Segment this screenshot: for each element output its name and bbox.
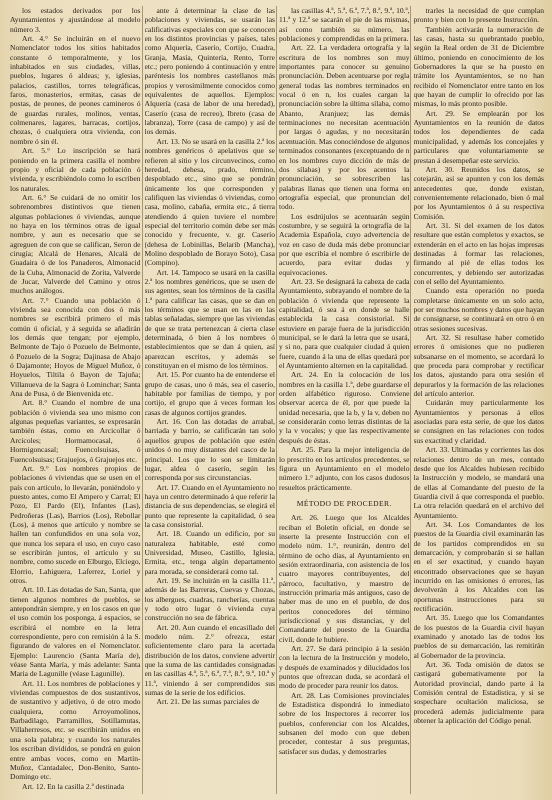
paragraph: Art. 23. Se designará la cabeza de cada Ayuntamiento, subrayando el nombre de la población ó vivienda que represente la capitalidad, ó sea á en donde se halle establecida la casa consistorial. Si estuviere en paraje fuera de la jurisdicción municipal, se le dará la letra que se usará, y si no, para que cualquier ciudad á quien fuere, cuando á la una de ellas quedará por el Ayuntamiento alternen en la capitalidad.: [279, 276, 410, 371]
paragraph: Cuidarán muy particularmente los Ayuntamientos y personas á ellos asociadas para esta serie, de que los datos se consignen en las relaciones con todos sus exactitud y claridad.: [413, 398, 544, 445]
paragraph: ante á determinar la clase de las poblaciones y viviendas, se usarán las calificativas especiales con que se conocen en los distintos provincias y países, tales como Alquería, Caserío, Cortijo, Cuadra, Granja, Masía, Quintería, Rento, Torre etc.; pero poniendo á continuación y entre paréntesis los nombres castellanos más propios y verosímilmente conocidos como equivalentes de aquellos. Ejemplos: Alquería (casa de labor de una heredad), Caserío (casa de recreo), Ibreto (casa de labranza), Torre (casa de campo) y así de los demás.: [144, 6, 275, 137]
paragraph: Art. 11. Los nombres de poblaciones y viviendas compuestos de dos sustantivos, de sustantivo y adjetivo, ó de otro modo cualquiera, como Arroyomolinos, Barbadilago, Parramillos, Sotillamutas, Villaherresos, etc. se escribirán unidos en una sola palabra; y cuando los naturales los escriban divididos, se pondrá en guion entre ambas voces, como en Martín-Muñoz, Cantadalec, Don-Benito, Santo-Domingo etc.: [10, 678, 141, 782]
paragraph: Art. 32. Si resultase haber cometido errores ú omisiones que no pudieren subsanarse en el momento, se acordará lo que proceda para comprobar y rectificar los datos, ajustando para otra sesión el depurarlos y la formación de las relaciones del artículo anterior.: [413, 333, 544, 399]
paragraph: Los esdrújulos se acentuarán según costumbre, y se seguirá la ortografía de la Academia Española, cuyo advertencia de voz en caso de duda más debe pronunciar por que escribía el nombre ó escribirle de acuerdo, para evitar dudas y equivocaciones.: [279, 211, 410, 277]
text-column-4: [414, 6, 545, 796]
paragraph: Cuando esta operación no pueda completarse únicamente en un solo acto, por ser muchos nombres y datos que hayan de consignarse, se continuará en otro ó en otras sesiones sucesivas.: [413, 286, 544, 333]
paragraph: Art. 10. Las dotadas de San, Santa, que tienen algunos nombres de pueblos, se antepondrán siempre, y en los casos en que el uso común los posponga, á espacios, se escribirá el nombre en la letra correspondiente, pero con remisión á la S. figurando de valores en el Nomenclator. Ejemplo: Laurencio (Santa María de), véase Santa María, y más adelante: Santa Maria de Lagunille (véase Lagunille).: [10, 585, 141, 679]
paragraph: Art. 9.° Los nombres propios de poblaciones ó viviendas que se usen en el país con artículo, lo llevarán, poniéndolo y puesto antes, como El Ampero y Carral; El Pozo, El Pardo (El), Infantes (Las), Pedroñeras (Las), Barrios (Los), Rebollar (Los), á menos que artículo y nombre se hallen tan confundidos en una sola voz, que nunca los separa el uso, en cuyo caso se escribirán juntos, el artículo y su nombre, como sucede en Elburgo, Elciego, Elorrio, Lahiguera, Laferrez, Loriel y otros.: [10, 463, 141, 585]
text-column-1: [10, 6, 141, 796]
paragraph: Art. 15. Por cuanto ha de entenderse el grupo de casas, uno ó más, sea el caserío, habitable por familias de tiempo, y por cortijo, el grupo que á veces forman los casas de algunos cortijos grandes.: [144, 370, 275, 417]
paragraph: Art. 29. Se emplearán por los Ayuntamientos en la reunión de datos todos los dependientes de cada municipalidad, y además los concejales y particulares que voluntariamente se prestan á desempeñar este servicio.: [413, 108, 544, 165]
paragraph: Art. 19. Se incluirán en la casilla 11.ª, además de las Barreras, Cuevas y Chozas, los albergues, cuadras, rancherías, cuentas y todo otro lugar ó vivienda cuya construcción no sea de fábrica.: [144, 575, 275, 623]
paragraph: Art. 4.° Se incluirán en el nuevo Nomenclator todos los sitios habitados constante ó temporalmente, y los inhabitados en sus ciudades, villas, pueblos, lugares ó aldeas; y, iglesias, palacios, castillos, torres telegráficas, faros, monasterios, ermitas, casas de postas, de peones, de peones camineros ó de guardas rurales, molinos, ventas, colmenares, lagares, barracas, cortijos, chozas, ó cualquiera otra vivienda, con nombre ó sin él.: [10, 34, 141, 146]
paragraph: Art. 34. Los Comandantes de los puestos de la Guardia civil examinarán las de los partidos comprendidos en su demarcación, y comprobarán si se hallan en el ser exactitud, y cuando hayan encontrado observaciones que se hayan incurrido en las omisiones ó errores, las devolverán á los Alcaldes con las oportunas instrucciones para su rectificación.: [413, 519, 544, 613]
paragraph: Art. 31. Si del examen de los datos resultare que están completos y exactos, se extenderán en el acto en las hojas impresas destinadas á formar las relaciones, firmando al pié de ellas todos los concurrentes, y debiendo ser autorizadas con el sello del Ayuntamiento.: [413, 220, 544, 286]
paragraph: Art. 18. Cuando un edificio, por su naturaleza habitable, esté como Universidad, Museo, Castillo, Iglesia, Ermita, etc., tenga algún departamento para morada, se considerará como tal.: [144, 529, 275, 576]
paragraph: Art. 33. Ultimadas y corrientes las dos relaciones dentro de un mes, contado desde que los Alcaldes hubiesen recibido la Instrucción y modelo, se mandará una de ellas al Comandante del puesto de la Guardia civil á que corresponda el pueblo. La otra relación quedará en el archivo del Ayuntamiento.: [413, 445, 544, 520]
paragraph: Art. 28. Las Comisiones provinciales de Estadística dispondrá lo inmediato sobre de los Inspectores á recorrer los pueblos, conferenciar con los Alcaldes, subsanen del modo con que deben proceder, contestar á sus preguntas, satisfacer sus dudas, y demostrarles: [279, 690, 410, 756]
paragraph: Art. 14. Tampoco se usará en la casilla 2.ª los nombres genéricos, que se usen de sus agentes, sean los términos de la casilla 1.ª para calificar las casas, que se dan en los términos que se usan en las en las tablas señaladas, siempre que las viviendas de que se trata pertenezcan á cierta clase determinada, ó bien á los nombres ó establecimientos que se dan á quien, así aparezcan escritos, y además se constituyan en el mismo de los términos.: [144, 267, 275, 371]
paragraph: los estados derivados por los Ayuntamientos y ajustándose al modelo número 3.: [10, 6, 141, 34]
paragraph: Art. 17. Cuando en el Ayuntamiento no haya un centro determinado á que referir la distancia de sus dependencias, se elegirá el punto que represente la capitalidad, ó sea la casa consistorial.: [144, 482, 275, 529]
paragraph: Art. 21. De las sumas parciales de: [156, 697, 260, 707]
paragraph: Art. 35. Luego que los Comandantes de los puestos de la Guardia civil hayan examinado y anotado las de todos los pueblos de su demarcación, las remitirán al Gobernador de la provincia.: [413, 613, 544, 660]
section-heading: MÉTODO DE PROCEDER.: [296, 498, 392, 508]
paragraph: Art. 24. En la colocación de los nombres en la casilla 1.ª, debe guardarse el orden alfabético riguroso. Conviene observar acerca de él, por que puede la unidad necesaria, que la b, y la v, deben no se considerarán como letras distintas de la y la v vocales; y que las respectivamente después de éstas.: [279, 370, 410, 445]
paragraph: trarles la necesidad de que cumplan pronto y bien con lo presente Instrucción.: [413, 6, 544, 25]
paragraph: las casillas 4.ª, 5.ª, 6.ª, 7.ª, 8.ª, 9.ª, 10.ª, 11.ª y 12.ª se sacarán el pie de las mismas, así como también su número, las poblaciones y comprendidas en la primera.: [279, 6, 410, 44]
paragraph: Art. 5.° Lo inscripción se hará poniendo en la primera casilla el nombre propio y oficial de cada población ó vivienda, y escribiéndolo como lo escriben los naturales.: [10, 146, 141, 193]
paragraph: Art. 30. Reunidos los datos, se cotejarán, así se apunten y con los demás antecedentes que, donde existan, convenientemente relacionado, bien ó mal por los Ayuntamientos ó á su respectiva Comisión.: [413, 164, 544, 221]
paragraph: También activarán la numeración de las casas, hasta su quebrantado pueblo, según la Real orden de 31 de Diciembre último, poniendo en conocimiento de los Gobernadores la que se ha puesto en trámite los Ayuntamientos, se no han recibido el Nomenclator entre tanto en los que hayan de cumplir lo ofrecido por las mismas, lo más pronto posible.: [413, 24, 544, 109]
paragraph: Art. 12. En la casilla 2.ª destinada: [22, 781, 125, 791]
paragraph: Art. 8.° Cuando el nombre de una población ó vivienda sea uno mismo con algunas pequeñas variantes, se expresarán también éstas, como en Arcicollar ó Arcicoles; Hormamocasal, ó Hormigoncasal; Fuencolsuisas, ó Fuencolsuisas; Grajuejos, ó Grajuejos etc.: [10, 398, 141, 464]
text-column-3: [279, 6, 410, 796]
paragraph: Art. 25. Para la mejor inteligencia de lo prescrito en los artículos precedentes, se figura un Ayuntamiento en el modelo número 1.° adjunto, con los casos dudosos resueltos prácticamente.: [279, 445, 410, 492]
paragraph: Art. 6.° Se cuidará de no omitir los sobrenombres distintivos que tienen algunas poblaciones ó viviendas, aunque no haya en los términos otras de igual nombre, y aun es necesario que se agreguen de con que se califican, Seron de cirugía; Alcalá de Henares, Alcalá de Guadaira ó de los Panaderos, Almonacid de la Cuba, Almonacid de Zorita, Valverde de Jucar, Valverde del Camino y otros muchos análogos.: [10, 192, 141, 296]
text-column-2: [145, 6, 276, 796]
paragraph: Art. 26. Luego que los Alcaldes reciban el Boletín oficial, en donde se inserte la presente Instrucción con el modelo núm. 1.°, reunirán, dentro del término de ocho días, al Ayuntamiento en sesión extraordinaria, con asistencia de los cuatro mayores contribuyentes, del párroco, facultativo, y maestro de instrucción primaria más antiguos, caso de haber mas de uno en el pueblo, de dos peritos conocedores del término jurisdiccional y sus distancias, y del Comandante del puesto de la Guardia civil, donde le hubiere.: [279, 513, 410, 644]
paragraph: Art. 16. Con las dotadas de arrabal, barriada y barrio, se calificarán tan solo aquellos grupos de población que estén unidos ó no muy distantes del casco de la principal. Los que lo son se limitarán lugar, aldea ó caserío, según les corresponda por sus circunstancias.: [144, 417, 275, 483]
paragraph: Art. 7.° Cuando una población ó vivienda sea conocida con dos ó más nombres se escribirá primero el más común ú oficial, y á seguida se añadirán los demás que tengan; por ejemplo, Belmonte de Tajo ó Pozuelo de Belmonte, ó Pozuelo de la Sogra; Dajinasa de Abajo ó Dajamonte; Hoyos de Miguel Muñoz, ó Hoyuelos, Tiltila ó Bayon de Tajuña; Villanueva de la Sagra ó Lominchar; Santa Ana de Pusa, ó de Bienvenida etc.: [10, 295, 141, 399]
paragraph: Art. 20. Aun cuando el encasillado del modelo núm. 2.° ofrezca, estar suficientemente claro para la acertada distribución de los datos, conviene advertir que la suma de las cantidades consignadas en las casillas 4.ª, 5.ª, 6.ª, 7.ª, 8.ª, 9.ª, 10.ª y 11.ª, viniendo á ser comprendidos sus sumas de la serie de los edificios.: [144, 622, 275, 698]
paragraph: Art. 13. No se usará en la casilla 2.ª los nombres genéricos ó apelativos que se refieren al sitio y los circunvecinos, como heredad, dehesa, prado, término, despoblado etc., sino que se pondrán únicamente los que corresponden y califiquen las viviendas ó viviendas, como casa, molino, cabaña, ermita etc., á tierra atendiendo á quien tuviere el nombre especial del territorio común debe ser más conocido y frecuente, v. gr. Caserío (dehesa de Lobinillas, Belarib (Mancha), Molino despoblado de Borayo Soto), Casa (Compino).: [144, 136, 275, 268]
paragraph: Art. 27. Se dará principio á la sesión con la lectura de la Instrucción y modelo, y después de examinados y dilucidados los puntos que ofrezcan duda, se acordará el modo de proceder para reunir los datos.: [279, 644, 410, 691]
paragraph: Art. 36. Toda omisión de datos se castigará gubernativamente por la Autoridad provincial, dando parte á la Comisión central de Estadística, y si se sospechare ocultación maliciosa, se procederá además judicialmente para obtener la aplicación del Código penal.: [413, 660, 544, 726]
paragraph: Art. 22. La verdadera ortografía y la escritura de los nombres son muy importantes para conocer su genuino pronunciación. Deben acentuarse por regla general todas las nombres terminados en vocal ó en n, los cuales cargan la pronunciación sobre la última sílaba, como Abanto, Aranjuez; las demás terminaciones no necesitan acentuación por largas ó agudas, y no necesitarán acentuación. Mas conociéndose de algunos terminados consonantes (exceptuando de n en los nombres cuyo dicción de más de dos sílabas) y por los acentos la pronunciación, se sobrescriben las palabras llanas que tienen una forma en ortografía especial, que pronuncian del todo.: [279, 43, 410, 212]
